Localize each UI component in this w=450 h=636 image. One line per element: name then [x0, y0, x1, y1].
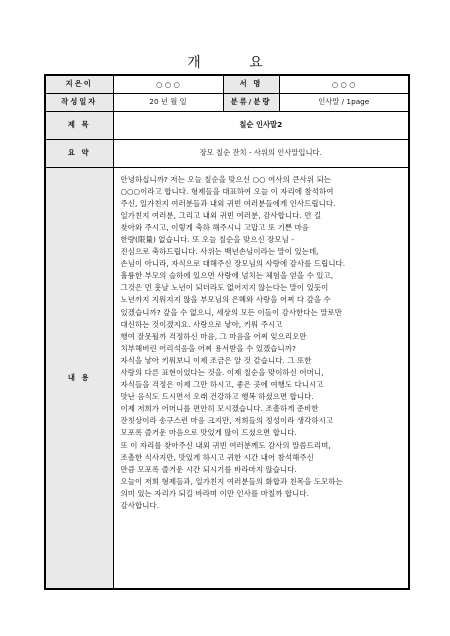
- summary-row: [45, 139, 409, 167]
- subject-label: 제 목: [45, 111, 113, 139]
- category-value: 인사말 / 1page: [279, 93, 409, 111]
- content-row: [45, 167, 409, 589]
- content-cell: [113, 167, 409, 589]
- signature-value: ○ ○ ○: [279, 75, 409, 93]
- category-label: 분류/분량: [223, 93, 279, 111]
- signature-label: 서 명: [223, 75, 279, 93]
- summary-label: 요 약: [45, 139, 113, 167]
- writer-label: 지은이: [45, 75, 113, 93]
- summary-form-table: [44, 74, 410, 590]
- writer-value: ○ ○ ○: [113, 75, 223, 93]
- date-value: 20 년 월 일: [113, 93, 223, 111]
- content-text: 안녕하십니까? 저는 오늘 칠순을 맞으신 ○○ 여사의 큰사위 되는 ○○○이라고 합니다. 형제들을 대표하여 오늘 이 자리에 참석하여 주신, 일가친지 여러분들과 내외 귀빈 여러분들에게 인사드립니다. 일가친지 여러분, 그리고 내외 귀빈 여러분, 감사합니다. 먼 길 찾아와 주시고, 이렇게 축하 해주시니 고맙고 또 기쁜 마음 한량(限量) 없습니다. 또 오늘 칠순을 맞으신 장모님 - 진심으로 축하드립니다. 사위는 백년손님이라는 말이 있는데, 손님이 아니라, 자식으로 대해주신 장모님의 사랑에 감사를 드립니다. 훌륭한 부모의 슬하에 있으면 사랑에 넘치는 체험을 얻을 수 있고, 그것은 먼 훗날 노년이 되더라도 없어지지 않는다는 말이 있듯이 노년까지 지워지지 않을 부모님의 은혜와 사랑을 어찌 다 갚을 수 있겠습니까? 갚을 수 없으니, 세상의 모든 이들이 감사한다는 말로만 대신하는 것이겠지요. 사랑으로 낳아, 키워 주시고 행여 잘못될까 걱정하신 마음, 그 마음을 어찌 잊으리오만 치부해버린 어리석음을 어찌 용서받을 수 있겠습니까? 자식을 낳아 키워보니 이제 조금은 알 것 같습니다. 그 또한 사랑의 다른 표현이었다는 것을. 이제 칠순을 맞이하신 어머니, 자식들을 걱정은 이제 그만 하시고, 좋은 곳에 여행도 다니시고 맛난 음식도 드시면서 오래 건강하고 행복 하셨으면 합니다. 이제 저희가 어머니를 편안히 모시겠습니다. 조촐하게 준비한 잔칫상이라 송구스런 마음 크지만, 저희들의 정성이라 생각하시고 모포록 즐거운 마음으로 맛있게 많이 드셨으면 합니다. 또 이 자리를 찾아주신 내외 귀빈 여러분께도 감사의 말씀드리며, 조촐한 식사지만, 맛있게 하시고 귀한 시간 내어 참석해주신 만큼 모포록 즐거운 시간 되시기를 바라마지 않습니다. 오늘이 저희 형제들과, 일가친지 여러분들의 화합과 친목을 도모하는 의미 있는 자리가 되길 바라며 이만 인사를 마칠까 합니다. 감사합니다.: [120, 174, 346, 511]
- subject-value: 칠순 인사말2: [113, 111, 409, 139]
- summary-value: 장모 칠순 잔치 - 사위의 인사말입니다.: [113, 139, 409, 167]
- content-label: 내 용: [45, 167, 113, 589]
- date-row: [45, 93, 409, 111]
- writer-row: [45, 75, 409, 93]
- document-title: 개 요: [187, 55, 285, 71]
- subject-row: [45, 111, 409, 139]
- date-label: 작성일자: [45, 93, 113, 111]
